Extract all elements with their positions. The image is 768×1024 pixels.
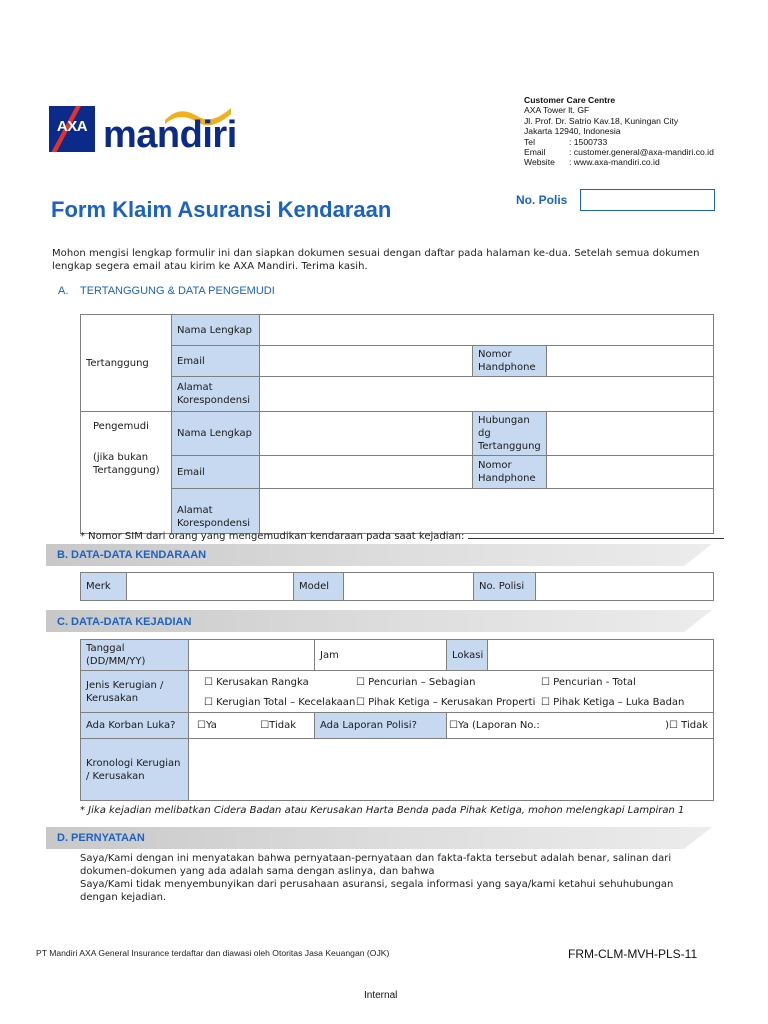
tertanggung-alamat-field[interactable] xyxy=(260,377,714,412)
section-c-table xyxy=(80,639,714,801)
section-b-table xyxy=(80,572,714,601)
pengemudi-hubungan-field[interactable] xyxy=(547,412,714,456)
footer-ojk-text: PT Mandiri AXA General Insurance terdaftar dan diawasi oleh Otoritas Jasa Keuangan (OJK) xyxy=(36,948,390,958)
section-d-title: D. PERNYATAAN xyxy=(57,832,145,844)
checkbox-icon[interactable]: ☐ xyxy=(356,696,365,708)
alamat-label: Alamat Korespondensi xyxy=(172,489,260,534)
email-label: Email xyxy=(172,456,260,489)
checkbox-icon[interactable]: ☐ xyxy=(541,696,550,708)
section-a-heading xyxy=(58,285,275,297)
polis-label: No. Polis xyxy=(516,193,568,207)
jam-cell xyxy=(315,640,447,671)
statement-text xyxy=(80,852,710,904)
model-field[interactable] xyxy=(344,573,474,601)
checkbox-icon[interactable]: ☐ xyxy=(541,676,550,688)
contact-row-tel: Tel : 1500733 xyxy=(524,136,608,147)
pengemudi-label: Pengemudi xyxy=(93,421,149,432)
statement-paragraph-2: Saya/Kami tidak menyembunyikan dari perusahaan asuransi, segala informasi yang saya/kami ketahui sehuhubungan dengan kejadian. xyxy=(80,879,674,903)
korban-luka-options xyxy=(189,713,315,739)
section-d-band xyxy=(46,827,712,849)
checkbox-icon[interactable]: ☐ xyxy=(204,676,213,688)
form-code: FRM-CLM-MVH-PLS-11 xyxy=(568,947,698,961)
axa-logo xyxy=(49,106,95,152)
mandiri-logo-text: mandiri xyxy=(103,114,237,156)
option-kerugian-total[interactable]: ☐ Kerugian Total – Kecelakaan xyxy=(204,696,356,708)
nama-lengkap-label: Nama Lengkap xyxy=(172,412,260,456)
contact-address-line: Jl. Prof. Dr. Satrio Kav.18, Kuningan City xyxy=(524,115,679,126)
pengemudi-cell xyxy=(81,412,172,534)
tertanggung-handphone-field[interactable] xyxy=(547,346,714,377)
option-pencurian-sebagian[interactable]: ☐ Pencurian – Sebagian xyxy=(356,676,476,688)
tertanggung-label: Tertanggung xyxy=(81,315,172,412)
option-pihak-ketiga-properti[interactable]: ☐ Pihak Ketiga – Kerusakan Properti xyxy=(356,696,536,708)
no-polisi-label: No. Polisi xyxy=(474,573,536,601)
form-title: Form Klaim Asuransi Kendaraan xyxy=(51,197,392,222)
lokasi-label: Lokasi xyxy=(447,640,488,671)
axa-logo-text: AXA xyxy=(56,118,88,135)
jam-label: Jam xyxy=(320,649,339,661)
tanggal-field[interactable] xyxy=(189,640,315,671)
pengemudi-nama-field[interactable] xyxy=(260,412,473,456)
jenis-kerugian-label: Jenis Kerugian / Kerusakan xyxy=(81,671,189,713)
kronologi-field[interactable] xyxy=(189,739,714,801)
korban-tidak-option[interactable]: ☐Tidak xyxy=(260,720,297,731)
jenis-kerugian-options xyxy=(189,671,714,713)
pengemudi-email-field[interactable] xyxy=(260,456,473,489)
alamat-label: Alamat Korespondensi xyxy=(172,377,260,412)
nama-lengkap-label: Nama Lengkap xyxy=(172,315,260,346)
korban-ya-option[interactable]: ☐Ya xyxy=(197,720,217,731)
no-polisi-field[interactable] xyxy=(536,573,714,601)
option-kerusakan-rangka[interactable]: ☐ Kerusakan Rangka xyxy=(204,676,309,688)
section-a-title: TERTANGGUNG & DATA PENGEMUDI xyxy=(80,285,275,297)
model-label: Model xyxy=(294,573,344,601)
checkbox-icon[interactable]: ☐ xyxy=(260,720,270,731)
tertanggung-email-field[interactable] xyxy=(260,346,473,377)
section-a-table xyxy=(80,314,714,534)
checkbox-icon[interactable]: ☐ xyxy=(668,720,678,731)
intro-text: Mohon mengisi lengkap formulir ini dan siapkan dokumen sesuai dengan daftar pada halaman ke-dua. Setelah semua dokumen lengkap segera email atau kirim ke AXA Mandiri. Terima kasih. xyxy=(52,248,700,272)
contact-address-line: AXA Tower lt. GF xyxy=(524,105,590,116)
sim-note-text: * Nomor SIM dari orang yang mengemudikan kendaraan pada saat kejadian: xyxy=(80,531,465,542)
kronologi-label: Kronologi Kerugian / Kerusakan xyxy=(81,739,189,801)
checkbox-icon[interactable]: ☐ xyxy=(449,720,458,731)
classification-label: Internal xyxy=(364,990,398,1001)
option-pencurian-total[interactable]: ☐ Pencurian - Total xyxy=(541,676,636,688)
korban-luka-label: Ada Korban Luka? xyxy=(81,713,189,739)
contact-row-email: Email : customer.general@axa-mandiri.co.id xyxy=(524,147,714,158)
pengemudi-handphone-field[interactable] xyxy=(547,456,714,489)
checkbox-icon[interactable]: ☐ xyxy=(197,720,206,731)
checkbox-icon[interactable]: ☐ xyxy=(204,696,213,708)
contact-row-website: Website : www.axa-mandiri.co.id xyxy=(524,157,660,168)
sim-number-field[interactable] xyxy=(468,530,724,539)
laporan-tidak-option[interactable]: )☐ Tidak xyxy=(665,720,708,731)
section-b-title: B. DATA-DATA KENDARAAN xyxy=(57,549,207,561)
contact-title: Customer Care Centre xyxy=(524,95,616,105)
hubungan-label: Hubungan dg Tertanggung xyxy=(473,412,547,456)
polis-number-field[interactable] xyxy=(580,189,715,211)
laporan-polisi-options xyxy=(447,713,714,739)
merk-field[interactable] xyxy=(127,573,294,601)
merk-label: Merk xyxy=(81,573,127,601)
contact-address-line: Jakarta 12940, Indonesia xyxy=(524,126,621,137)
nomor-handphone-label: Nomor Handphone xyxy=(473,346,547,377)
section-c-title: C. DATA-DATA KEJADIAN xyxy=(57,616,192,628)
pengemudi-alamat-field[interactable] xyxy=(260,489,714,534)
nomor-handphone-label: Nomor Handphone xyxy=(473,456,547,489)
laporan-polisi-label: Ada Laporan Polisi? xyxy=(315,713,447,739)
tanggal-label: Tanggal (DD/MM/YY) xyxy=(81,640,189,671)
sim-note xyxy=(80,530,724,542)
email-label: Email xyxy=(172,346,260,377)
section-a-number: A. xyxy=(58,285,69,297)
tertanggung-nama-field[interactable] xyxy=(260,315,714,346)
lampiran-note: * Jika kejadian melibatkan Cidera Badan atau Kerusakan Harta Benda pada Pihak Ketiga, mohon melengkapi Lampiran 1 xyxy=(80,805,685,816)
lokasi-field[interactable] xyxy=(488,640,714,671)
laporan-ya-option[interactable]: ☐Ya (Laporan No.: xyxy=(449,720,540,731)
pengemudi-note: (jika bukan Tertanggung) xyxy=(93,452,160,476)
contact-block xyxy=(524,95,714,168)
checkbox-icon[interactable]: ☐ xyxy=(356,676,365,688)
statement-paragraph-1: Saya/Kami dengan ini menyatakan bahwa pernyataan-pernyataan dan fakta-fakta tersebut adalah benar, salinan dari dokumen-dokumen yang ada adalah sama dengan aslinya, dan bahwa xyxy=(80,853,672,877)
option-pihak-ketiga-luka[interactable]: ☐ Pihak Ketiga – Luka Badan xyxy=(541,696,685,708)
